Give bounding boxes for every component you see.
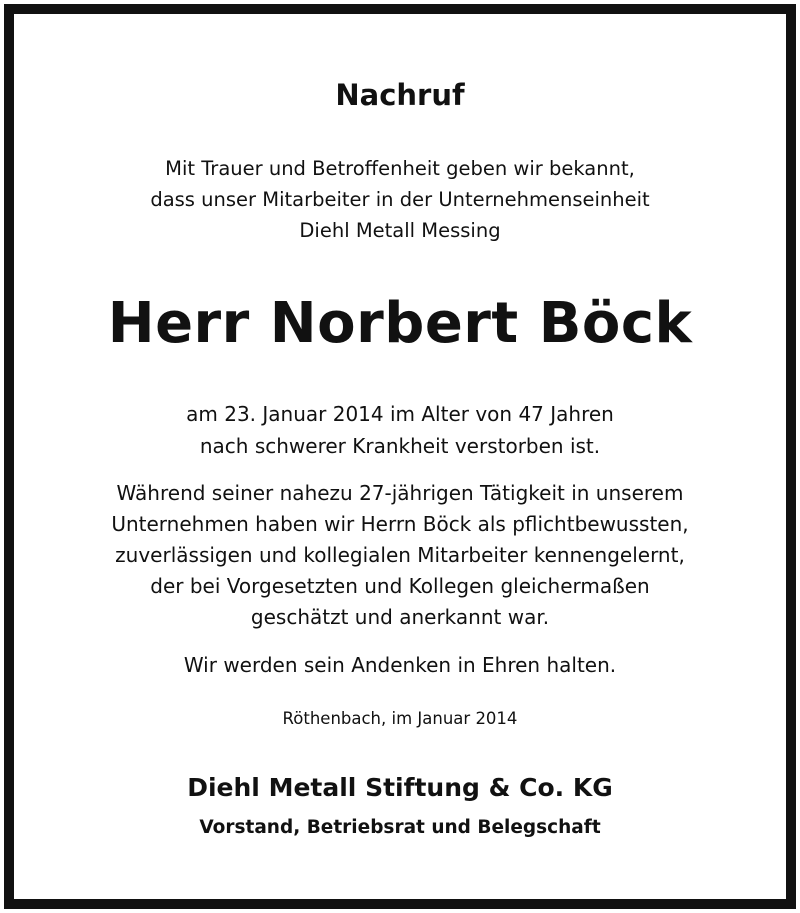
tribute-line: zuverlässigen und kollegialen Mitarbeiter kennengelernt, <box>115 543 685 567</box>
place-date: Röthenbach, im Januar 2014 <box>282 709 518 728</box>
tribute-line: geschätzt und anerkannt war. <box>250 605 550 629</box>
business-unit-name: Diehl Metall Messing <box>299 219 501 242</box>
tribute-line: Unternehmen haben wir Herrn Böck als pflichtbewussten, <box>111 512 689 536</box>
deceased-name: Herr Norbert Böck <box>107 291 693 356</box>
signatories: Vorstand, Betriebsrat und Belegschaft <box>199 817 601 838</box>
death-date-age: am 23. Januar 2014 im Alter von 47 Jahren <box>186 402 614 426</box>
death-details <box>20 398 780 462</box>
tribute-line: der bei Vorgesetzten und Kollegen gleichermaßen <box>150 574 650 598</box>
remembrance-text: Wir werden sein Andenken in Ehren halten. <box>183 653 617 677</box>
announcement-line: dass unser Mitarbeiter in der Unternehmenseinheit <box>150 188 650 211</box>
announcement-text <box>20 153 780 246</box>
company-name: Diehl Metall Stiftung & Co. KG <box>187 773 613 802</box>
tribute-paragraph <box>20 478 780 633</box>
obituary-heading: Nachruf <box>335 78 465 112</box>
tribute-line: Während seiner nahezu 27-jährigen Tätigkeit in unserem <box>116 481 684 505</box>
death-circumstance: nach schwerer Krankheit verstorben ist. <box>199 434 601 458</box>
announcement-line: Mit Trauer und Betroffenheit geben wir bekannt, <box>165 157 635 180</box>
